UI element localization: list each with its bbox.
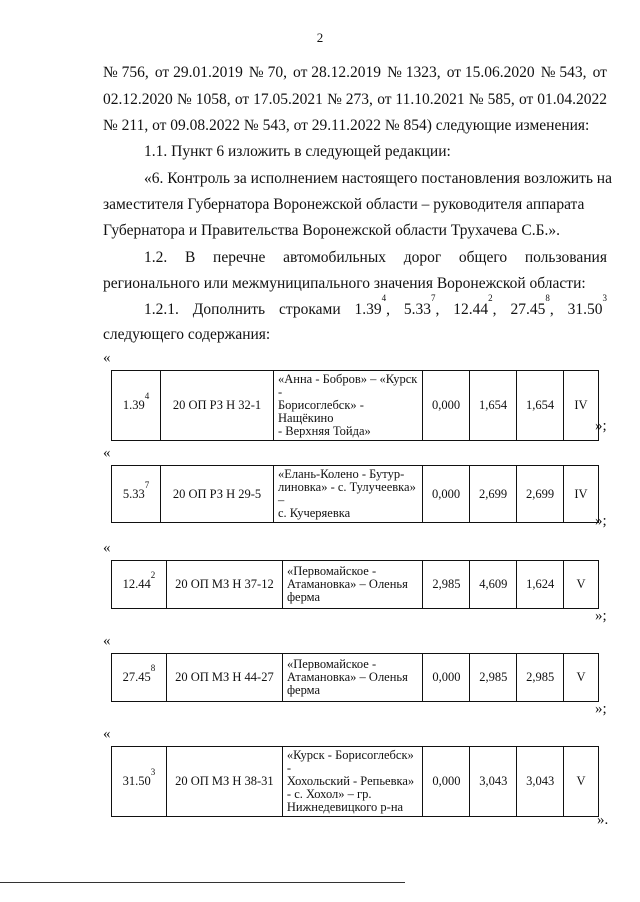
quote-open-5: « <box>103 726 111 742</box>
road-category: IV <box>564 466 599 523</box>
km-length: 2,699 <box>517 466 564 523</box>
text-line-11: следующего содержания: <box>103 326 271 343</box>
quote-close-final: ». <box>597 812 609 828</box>
km-length: 1,654 <box>517 371 564 441</box>
road-table-5 <box>111 746 599 817</box>
km-start: 0,000 <box>423 371 470 441</box>
row-number: 27.45$^8$ <box>112 654 167 702</box>
row-number: 12.44$^2$ <box>112 561 167 609</box>
table-row <box>112 466 599 523</box>
row-number: 31.50$^3$ <box>112 747 167 817</box>
footer-rule <box>0 882 405 883</box>
road-code: 20 ОП РЗ Н 32-1 <box>161 371 274 441</box>
table-row <box>112 654 599 702</box>
text-line-4: 1.1. Пункт 6 изложить в следующей редакции: <box>144 143 451 160</box>
road-category: V <box>564 561 599 609</box>
road-name: «Первомайское - Атамановка» – Оленья ферма <box>282 561 422 609</box>
table-row <box>112 561 599 609</box>
road-code: 20 ОП РЗ Н 29-5 <box>161 466 274 523</box>
km-end: 2,985 <box>470 654 517 702</box>
row-number: 5.33$^7$ <box>112 466 161 523</box>
km-length: 3,043 <box>517 747 564 817</box>
road-category: V <box>564 654 599 702</box>
road-category: IV <box>564 371 599 441</box>
road-name: «Первомайское - Атамановка» – Оленья ферма <box>282 654 422 702</box>
text-line-5: «6. Контроль за исполнением настоящего постановления возложить на <box>144 170 612 187</box>
road-table-1 <box>111 370 599 441</box>
quote-open-4: « <box>103 633 111 649</box>
road-name: «Анна - Бобров» – «Курск - Борисоглебск» - Нащёкино - Верхняя Тойда» <box>274 371 423 441</box>
quote-close-4: »; <box>595 701 607 717</box>
km-start: 2,985 <box>423 561 470 609</box>
table-row <box>112 371 599 441</box>
quote-close-2: »; <box>595 513 607 529</box>
text-line-3: № 211, от 09.08.2022 № 543, от 29.11.2022 № 854) следующие изменения: <box>103 117 590 134</box>
road-table-2 <box>111 465 599 523</box>
road-code: 20 ОП МЗ Н 37-12 <box>166 561 282 609</box>
km-end: 1,654 <box>470 371 517 441</box>
text-line-8: 1.2. В перечне автомобильных дорог общего пользования <box>144 249 607 266</box>
text-line-6: заместителя Губернатора Воронежской области – руководителя аппарата <box>103 196 585 213</box>
text-line-10: 1.2.1. Дополнить строками 1.39$^4$, 5.33$^7$, 12.44$^2$, 27.45$^8$, 31.50$^3$ <box>144 293 607 318</box>
quote-open-2: « <box>103 445 111 461</box>
text-line-7: Губернатора и Правительства Воронежской области Трухачева С.Б.». <box>103 222 560 239</box>
quote-open-1: « <box>103 350 111 366</box>
km-length: 2,985 <box>517 654 564 702</box>
km-end: 2,699 <box>470 466 517 523</box>
text-line-9: регионального или межмуниципального значения Воронежской области: <box>103 275 586 292</box>
km-end: 3,043 <box>470 747 517 817</box>
quote-open-3: « <box>103 540 111 556</box>
km-start: 0,000 <box>423 654 470 702</box>
row-number: 1.39$^4$ <box>112 371 161 441</box>
km-end: 4,609 <box>470 561 517 609</box>
quote-close-1: »; <box>595 418 607 434</box>
quote-close-3: »; <box>595 608 607 624</box>
road-name: «Курск - Борисоглебск» - Хохольский - Репьевка» - с. Хохол» – гр. Нижнедевицкого р-на <box>282 747 423 817</box>
km-length: 1,624 <box>517 561 564 609</box>
table-row <box>112 747 599 817</box>
road-table-4 <box>111 653 599 702</box>
road-name: «Елань-Колено - Бутур- линовка» - с. Тулучеевка» – с. Кучеряевка <box>274 466 423 523</box>
km-start: 0,000 <box>423 466 470 523</box>
road-category: V <box>564 747 599 817</box>
text-line-2: 02.12.2020 № 1058, от 17.05.2021 № 273, от 11.10.2021 № 585, от 01.04.2022 <box>103 91 607 108</box>
road-code: 20 ОП МЗ Н 44-27 <box>166 654 282 702</box>
road-table-3 <box>111 560 599 609</box>
page-number: 2 <box>316 30 324 45</box>
km-start: 0,000 <box>423 747 470 817</box>
road-code: 20 ОП МЗ Н 38-31 <box>166 747 282 817</box>
text-line-1: № 756, от 29.01.2019 № 70, от 28.12.2019 № 1323, от 15.06.2020 № 543, от <box>103 64 607 81</box>
